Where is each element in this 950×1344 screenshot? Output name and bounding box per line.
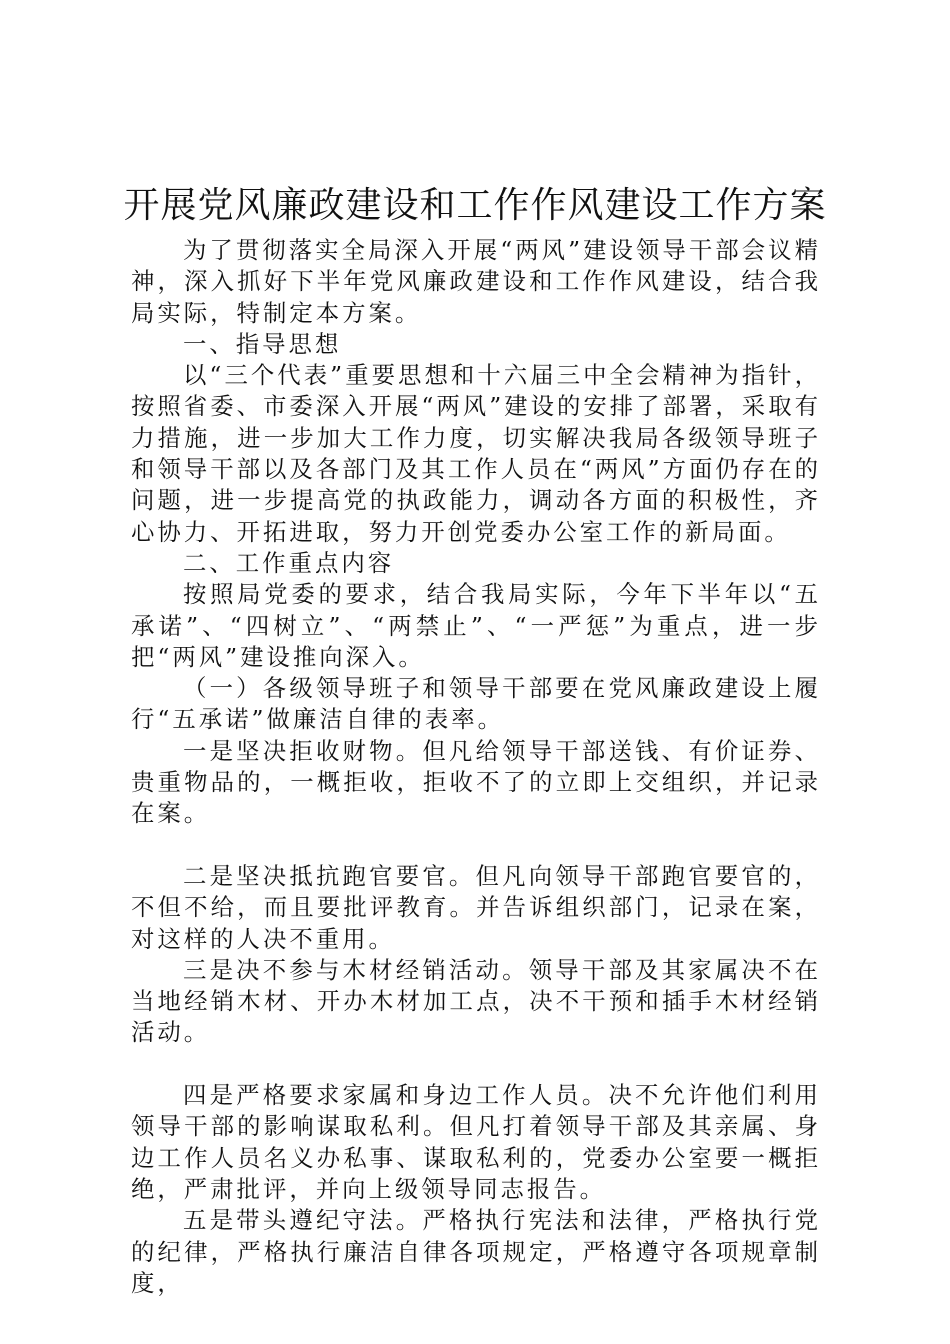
guiding-ideology-paragraph: 以“三个代表”重要思想和十六届三中全会精神为指针，按照省委、市委深入开展“两风”建设的安排了部署，采取有力措施，进一步加大工作力度，切实解决我局各级领导班子和领导干部以及各部门及其工作人员在“两风”方面仍存在的问题，进一步提高党的执政能力，调动各方面的积极性，齐心协力、开拓进取，努力开创党委办公室工作的新局面。	[131, 361, 821, 546]
section-heading-key-work: 二、工作重点内容	[183, 548, 395, 577]
subsection-heading-five-promises: （一）各级领导班子和领导干部要在党风廉政建设上履行“五承诺”做廉洁自律的表率。	[131, 674, 821, 734]
promise-two-paragraph: 二是坚决抵抗跑官要官。但凡向领导干部跑官要官的，不但不给，而且要批评教育。并告诉组织部门，记录在案，对这样的人决不重用。	[131, 861, 821, 953]
section-heading-guiding-ideology: 一、指导思想	[183, 329, 342, 358]
intro-paragraph: 为了贯彻落实全局深入开展“两风”建设领导干部会议精神，深入抓好下半年党风廉政建设和工作作风建设，结合我局实际，特制定本方案。	[131, 236, 821, 327]
document-body	[131, 235, 821, 1299]
promise-three-paragraph: 三是决不参与木材经销活动。领导干部及其家属决不在当地经销木材、开办木材加工点，决不干预和插手木材经销活动。	[131, 955, 821, 1047]
paragraph-gap	[131, 1049, 821, 1080]
promise-one-paragraph: 一是坚决拒收财物。但凡给领导干部送钱、有价证券、贵重物品的，一概拒收，拒收不了的立即上交组织，并记录在案。	[131, 736, 821, 828]
document-title: 开展党风廉政建设和工作作风建设工作方案	[123, 185, 827, 226]
key-work-paragraph: 按照局党委的要求，结合我局实际，今年下半年以“五承诺”、“四树立”、“两禁止”、“一严惩”为重点，进一步把“两风”建设推向深入。	[131, 580, 821, 671]
promise-five-paragraph: 五是带头遵纪守法。严格执行宪法和法律，严格执行党的纪律，严格执行廉洁自律各项规定，严格遵守各项规章制度，	[131, 1206, 821, 1297]
paragraph-gap	[131, 830, 821, 861]
promise-four-paragraph: 四是严格要求家属和身边工作人员。决不允许他们利用领导干部的影响谋取私利。但凡打着领导干部及其亲属、身边工作人员名义办私事、谋取私利的，党委办公室要一概拒绝，严肃批评，并向上级领导同志报告。	[131, 1081, 821, 1203]
